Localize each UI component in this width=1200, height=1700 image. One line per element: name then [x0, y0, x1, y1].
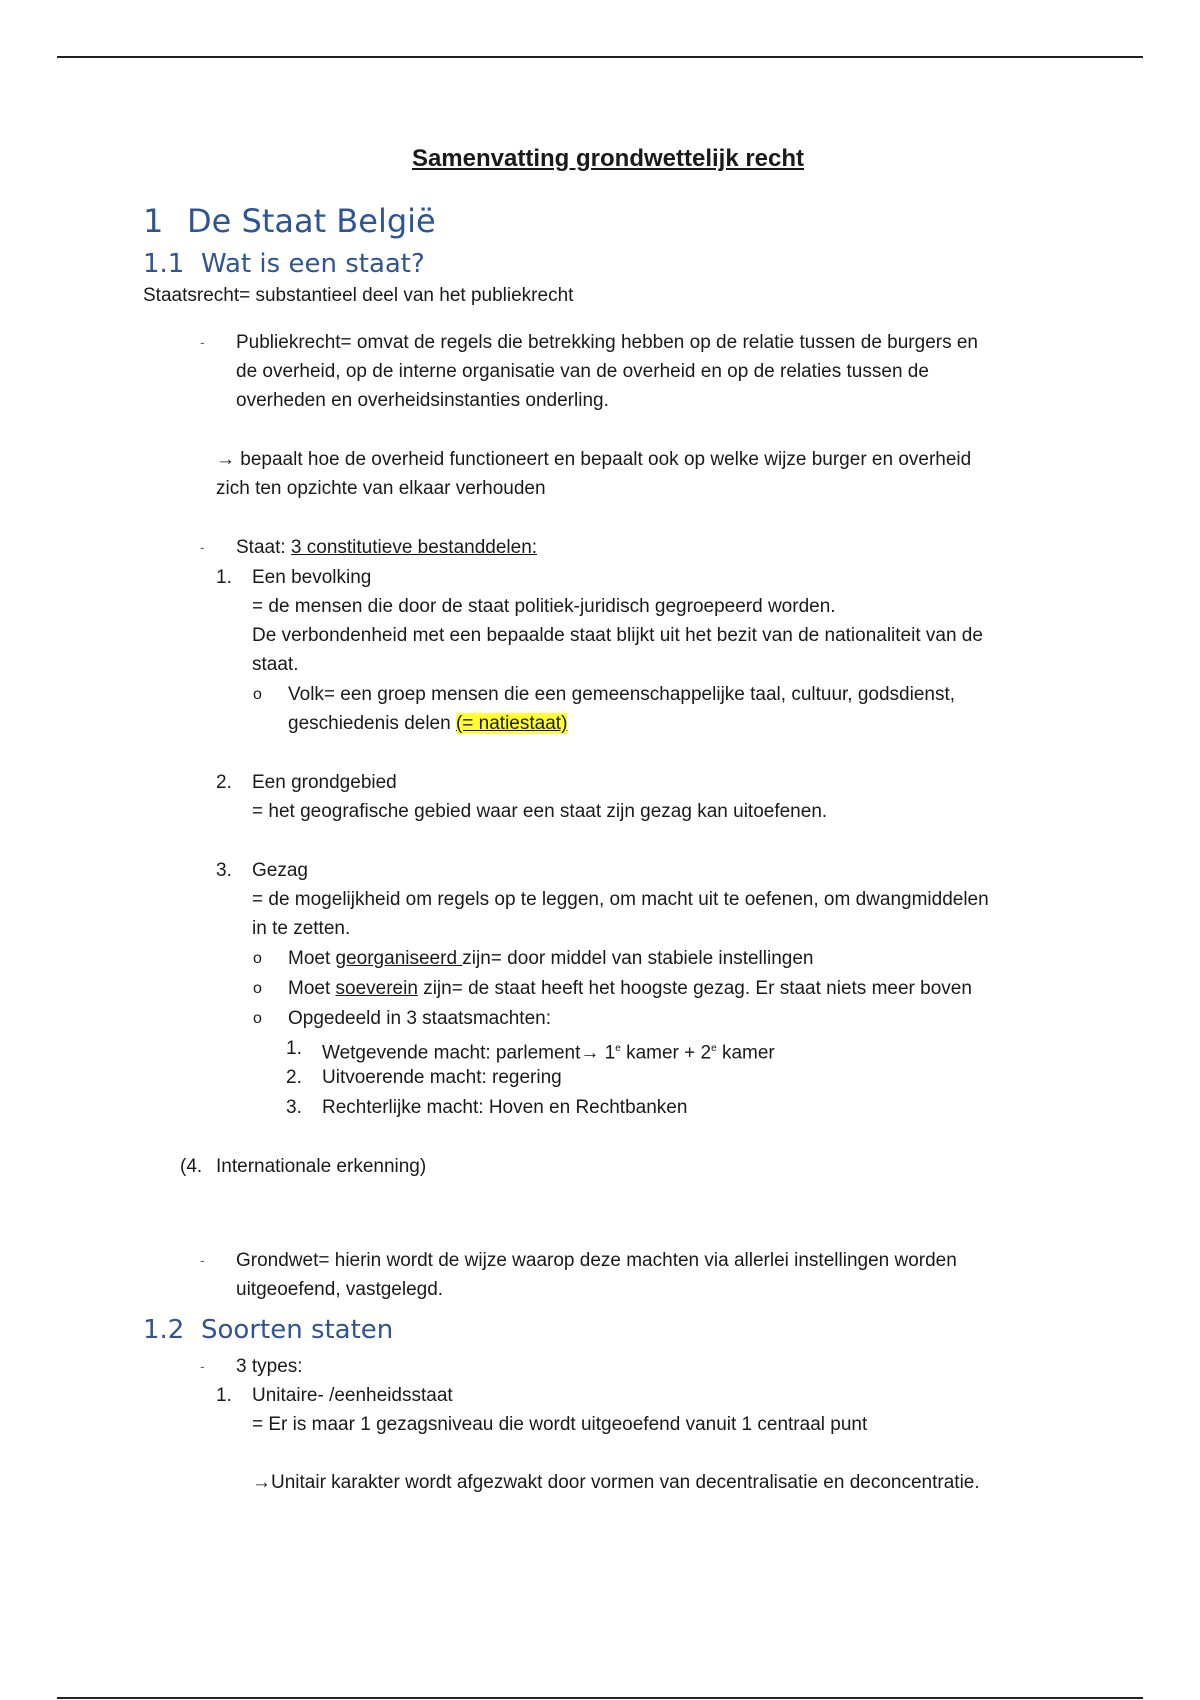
list-number: 3. — [286, 1097, 302, 1118]
unitair-arrow-note: →Unitair karakter wordt afgezwakt door vormen van decentralisatie en deconcentratie. — [252, 1472, 980, 1493]
types-line: 3 types: — [236, 1356, 303, 1377]
footer-rule — [57, 1697, 1143, 1699]
uitvoerende-macht: Uitvoerende macht: regering — [322, 1067, 562, 1088]
volk-text: geschiedenis delen — [288, 713, 456, 734]
soeverein-line — [288, 974, 972, 1003]
staat-underlined: 3 constitutieve bestanddelen: — [290, 537, 538, 558]
list-number: (4. — [180, 1156, 203, 1177]
bullet-marker: - — [200, 334, 205, 350]
heading-1-2 — [143, 1315, 393, 1345]
volk-line-2 — [288, 709, 567, 738]
volk-line-1: Volk= een groep mensen die een gemeenschappelijke taal, cultuur, godsdienst, — [288, 684, 956, 705]
list-number: 3. — [216, 860, 232, 881]
text-part: Wetgevende macht: parlement→ 1 — [322, 1042, 616, 1064]
list-number: 1. — [216, 567, 232, 588]
unitaire-staat-label: Unitaire- /eenheidsstaat — [252, 1385, 453, 1406]
sub-bullet-marker: o — [253, 1010, 262, 1027]
heading-1-1-text: Wat is een staat? — [201, 249, 425, 279]
bevolking-label: Een bevolking — [252, 567, 372, 588]
heading-1-1-number: 1.1 — [143, 249, 185, 279]
soeverein-underlined: soeverein — [335, 978, 418, 999]
staatsrecht-line: Staatsrecht= substantieel deel van het publiekrecht — [143, 285, 574, 306]
arrow-note-line-2: zich ten opzichte van elkaar verhouden — [216, 478, 546, 499]
grondgebied-label: Een grondgebied — [252, 772, 397, 793]
sub-bullet-marker: o — [253, 686, 262, 703]
list-number: 1. — [286, 1038, 302, 1059]
publiekrecht-line-3: overheden en overheidsinstanties onderling. — [236, 390, 609, 411]
list-number: 2. — [286, 1067, 302, 1088]
sub-bullet-marker: o — [253, 980, 262, 997]
gezag-def-2: in te zetten. — [252, 918, 351, 939]
gezag-label: Gezag — [252, 860, 308, 881]
heading-1-2-number: 1.2 — [143, 1315, 185, 1345]
text-part: kamer + 2 — [620, 1042, 712, 1064]
staat-line — [236, 533, 537, 562]
text-part: Moet — [288, 948, 336, 969]
unitaire-staat-def: = Er is maar 1 gezagsniveau die wordt uitgeoefend vanuit 1 centraal punt — [252, 1414, 868, 1435]
superscript: e — [615, 1043, 621, 1054]
sub-bullet-marker: o — [253, 950, 262, 967]
arrow-note-line-1: → bepaalt hoe de overheid functioneert en bepaalt ook op welke wijze burger en overheid — [216, 449, 972, 470]
list-number: 2. — [216, 772, 232, 793]
publiekrecht-line-2: de overheid, op de interne organisatie van de overheid en op de relaties tussen de — [236, 361, 929, 382]
bevolking-def-2: De verbondenheid met een bepaalde staat blijkt uit het bezit van de nationaliteit van de — [252, 625, 983, 646]
grondwet-line-2: uitgeoefend, vastgelegd. — [236, 1279, 444, 1300]
list-number: 1. — [216, 1385, 232, 1406]
document-title: Samenvatting grondwettelijk recht — [411, 145, 805, 172]
heading-1-2-text: Soorten staten — [201, 1315, 394, 1345]
heading-1-number: 1 — [143, 202, 164, 240]
bevolking-def-1: = de mensen die door de staat politiek-juridisch gegroepeerd worden. — [252, 596, 836, 617]
staat-prefix: Staat: — [236, 537, 291, 558]
bullet-marker: - — [200, 1358, 205, 1374]
heading-1 — [143, 202, 436, 240]
bevolking-def-3: staat. — [252, 654, 299, 675]
gezag-def-1: = de mogelijkheid om regels op te leggen, om macht uit te oefenen, om dwangmiddelen — [252, 889, 989, 910]
natiestaat-highlight: (= natiestaat) — [455, 713, 568, 734]
grondwet-line-1: Grondwet= hierin wordt de wijze waarop deze machten via allerlei instellingen worden — [236, 1250, 957, 1271]
staatsmachten-line: Opgedeeld in 3 staatsmachten: — [288, 1008, 552, 1029]
internationale-erkenning: Internationale erkenning) — [216, 1156, 427, 1177]
text-part: kamer — [716, 1042, 775, 1064]
text-part: zijn= door middel van stabiele instellingen — [462, 948, 814, 969]
text-part: Moet — [288, 978, 336, 999]
bullet-marker: - — [200, 539, 205, 555]
heading-1-1 — [143, 249, 425, 279]
georganiseerd-underlined: georganiseerd — [335, 948, 463, 969]
rechterlijke-macht: Rechterlijke macht: Hoven en Rechtbanken — [322, 1097, 688, 1118]
georganiseerd-line — [288, 944, 813, 973]
heading-1-text: De Staat België — [187, 202, 436, 240]
grondgebied-def: = het geografische gebied waar een staat zijn gezag kan uitoefenen. — [252, 801, 828, 822]
bullet-marker: - — [200, 1252, 205, 1268]
publiekrecht-line-1: Publiekrecht= omvat de regels die betrekking hebben op de relatie tussen de burgers en — [236, 332, 979, 353]
header-rule — [57, 56, 1143, 58]
text-part: zijn= de staat heeft het hoogste gezag. Er staat niets meer boven — [417, 978, 972, 999]
superscript: e — [711, 1043, 717, 1054]
